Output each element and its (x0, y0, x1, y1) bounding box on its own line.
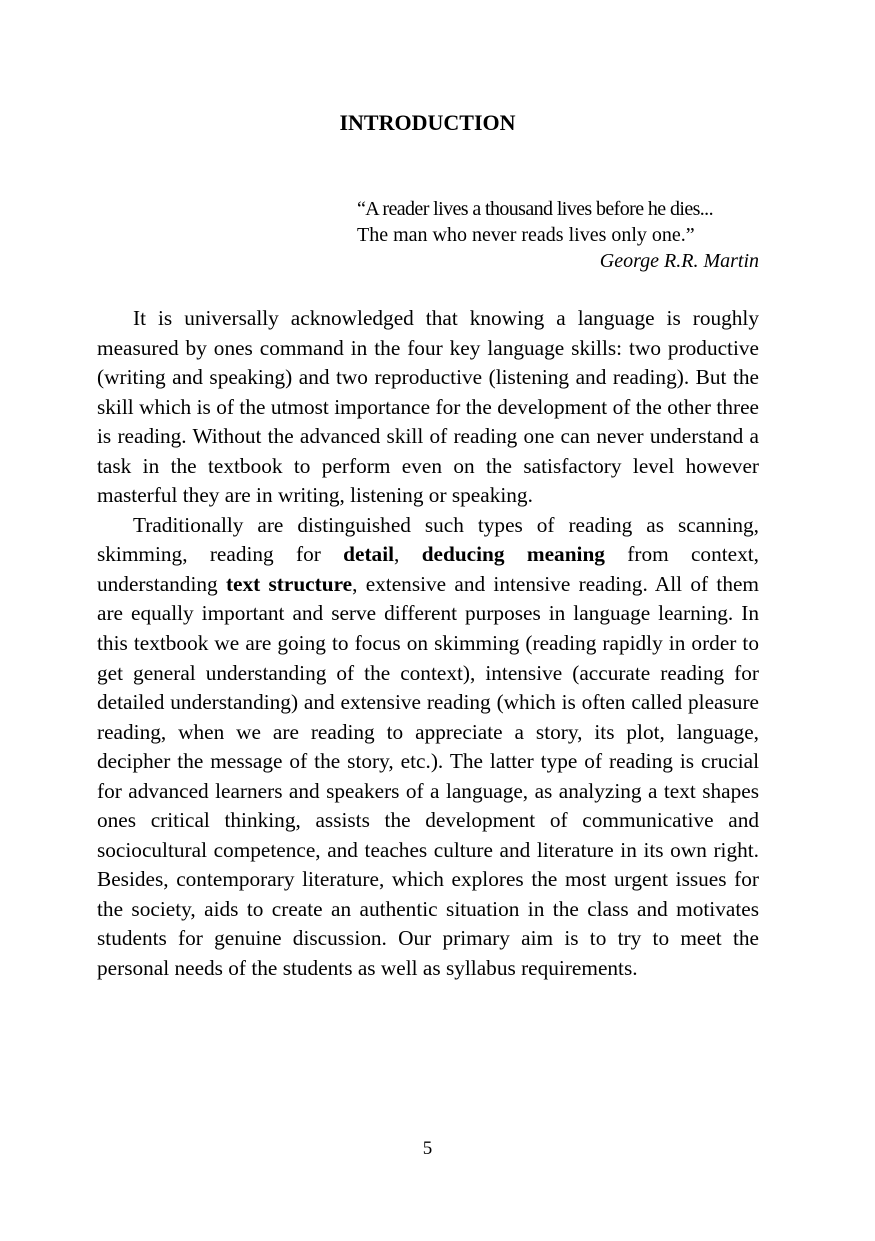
epigraph-quote-line-1: “A reader lives a thousand lives before he dies... (357, 198, 713, 220)
epigraph (357, 196, 759, 274)
bold-term-text-structure: text structure (225, 571, 353, 596)
paragraph-2 (97, 511, 759, 984)
paragraph-2-text-3: from context, understanding (97, 542, 759, 596)
body-text (97, 304, 759, 984)
page-title: INTRODUCTION (339, 110, 516, 135)
page-number: 5 (422, 1138, 433, 1159)
paragraph-2-text-1: Traditionally are distinguished such types of reading as scanning, skimming, reading for (97, 512, 759, 567)
epigraph-author: George R.R. Martin (599, 250, 759, 272)
epigraph-quote-line-2: The man who never reads lives only one.” (357, 224, 695, 246)
paragraph-2-text-4: , extensive and intensive reading. All of them are equally important and serve different purposes in language learning. In this textbook we are going to focus on skimming (reading rapidly in order to get general understanding of the context), intensive (accurate reading for detailed understanding) and extensive reading (which is often called pleasure reading, when we are reading to appreciate a story, its plot, language, decipher the message of the story, etc.). The latter type of reading is crucial for advanced learners and speakers of a language, as analyzing a text shapes ones critical thinking, assists the development of communicative and sociocultural competence, and teaches culture and literature in its own right. Besides, contemporary literature, which explores the most urgent issues for the society, aids to create an authentic situation in the class and motivates students for genuine discussion. Our primary aim is to try to meet the personal needs of the students as well as syllabus requirements. (97, 571, 759, 981)
bold-term-deducing-meaning: deducing meaning (421, 542, 605, 567)
bold-term-detail: detail (343, 542, 395, 567)
paragraph-2-text-2: , (394, 542, 422, 567)
paragraph-1: It is universally acknowledged that knowing a language is roughly measured by ones command in the four key language skills: two productive (writing and speaking) and two reproductive (listening and reading). But the skill which is of the utmost importance for the development of the other three is reading. Without the advanced skill of reading one can never understand a task in the textbook to perform even on the satisfactory level however masterful they are in writing, listening or speaking. (97, 306, 759, 508)
